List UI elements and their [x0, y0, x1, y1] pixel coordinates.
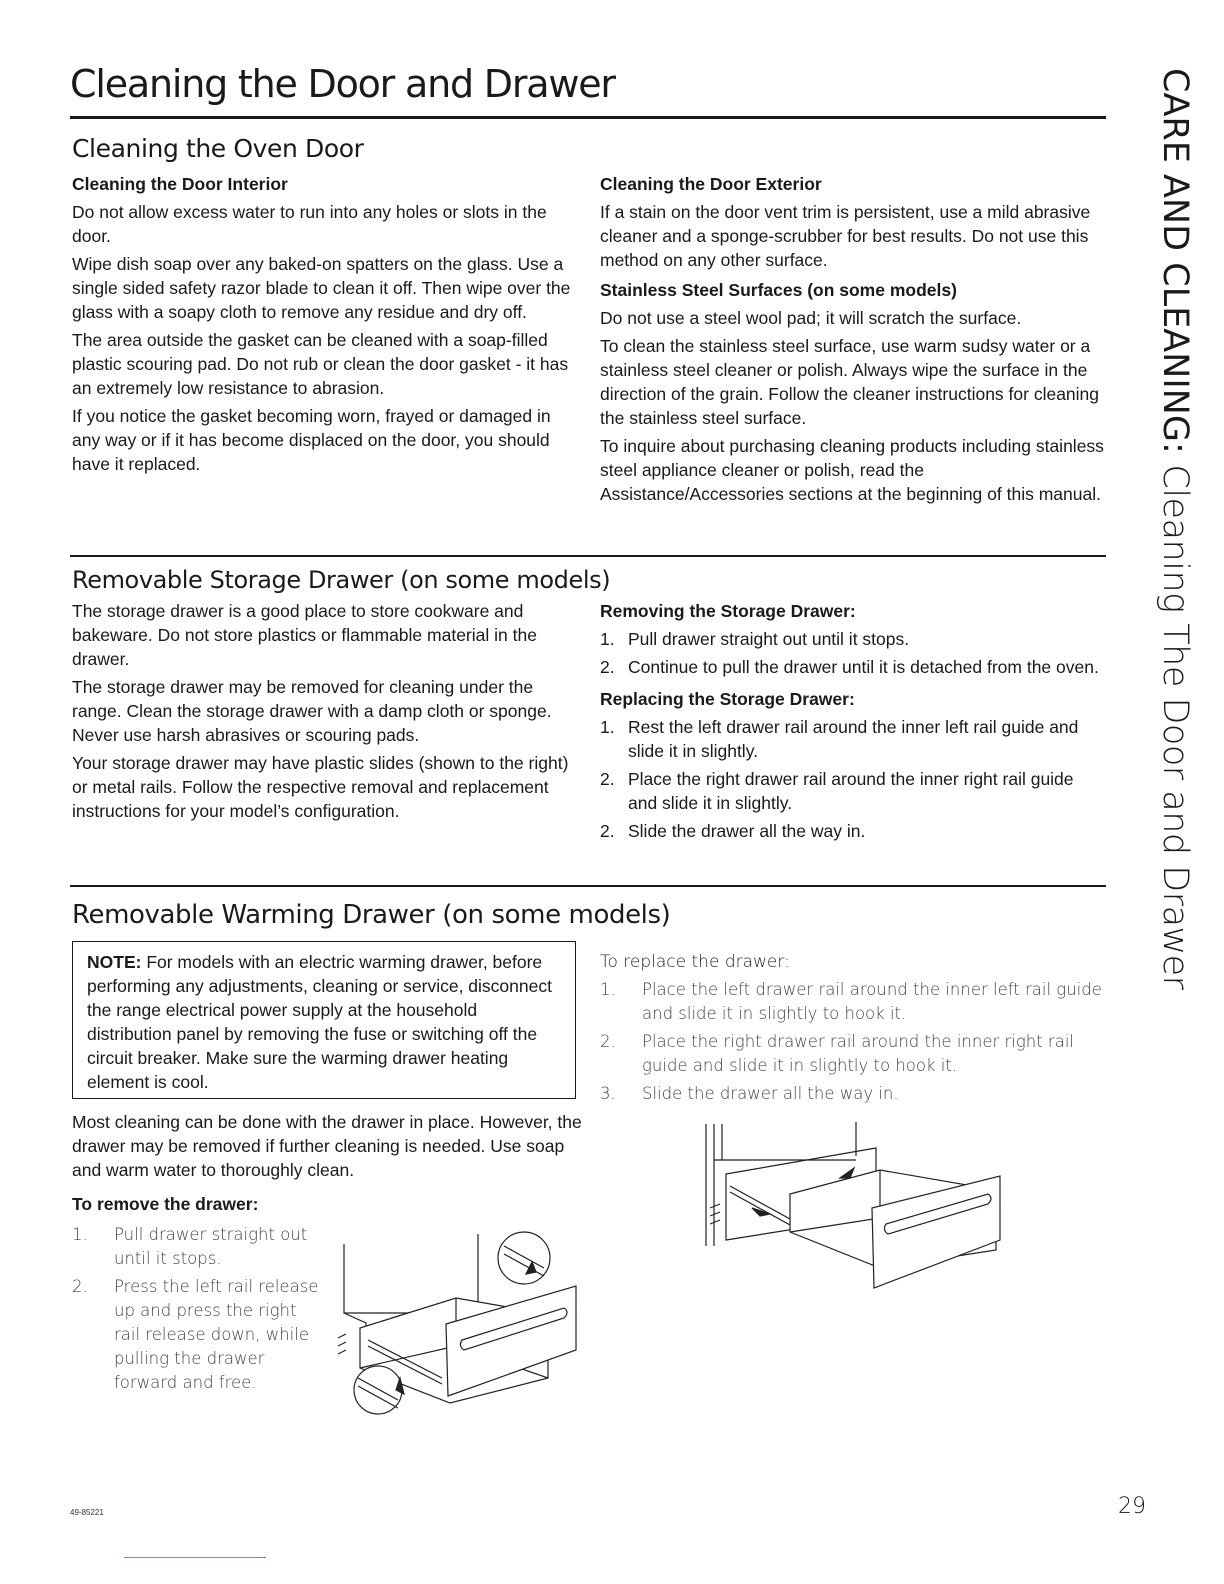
step-text: Pull drawer straight out until it stops. [628, 629, 910, 649]
step-text: Place the left drawer rail around the inner left rail guide and slide it in slightly to hook it. [642, 980, 1102, 1023]
step-text: Slide the drawer all the way in. [628, 821, 866, 841]
step-text: Press the left rail release up and press the right rail release down, while pulling the drawer forward and free. [114, 1277, 319, 1392]
remove-drawer-illustration [338, 1228, 584, 1420]
page-number: 29 [1118, 1494, 1146, 1519]
step-text: Slide the drawer all the way in. [642, 1084, 899, 1103]
page-title: Cleaning the Door and Drawer [70, 62, 615, 106]
rail-release-detail-top [498, 1232, 550, 1284]
step-number: 1. [72, 1225, 88, 1244]
replace-steps-column [600, 950, 1108, 1110]
list-item [600, 1082, 1108, 1106]
door-exterior-column [600, 172, 1106, 510]
list-item [72, 1223, 324, 1271]
list-item [600, 1030, 1108, 1078]
stainless-heading: Stainless Steel Surfaces (on some models) [600, 280, 957, 300]
warming-drawer-heading: Removable Warming Drawer (on some models) [72, 900, 671, 930]
arrow-right-icon [840, 1168, 854, 1178]
list-item [600, 978, 1108, 1026]
range-vent-marks [338, 1334, 346, 1354]
step-text: Place the right drawer rail around the inner right rail guide and slide it in slightly to hook it. [642, 1032, 1074, 1075]
door-interior-paragraph: Do not allow excess water to run into any holes or slots in the door. [72, 202, 547, 246]
title-divider [70, 116, 1106, 119]
section-divider [70, 555, 1106, 557]
step-number: 1. [600, 980, 616, 999]
section-divider [70, 885, 1106, 887]
list-item [600, 767, 1106, 815]
storage-steps-column [600, 599, 1106, 847]
replacing-heading: Replacing the Storage Drawer: [600, 689, 855, 709]
step-text: Place the right drawer rail around the inner right rail guide and slide it in slightly. [628, 769, 1074, 813]
remove-steps-column [72, 1223, 324, 1399]
note-box [72, 941, 576, 1099]
step-number: 2. [600, 1032, 616, 1051]
side-section-tab [1155, 68, 1195, 990]
document-number: 49-85221 [70, 1508, 104, 1517]
replace-drawer-heading: To replace the drawer: [600, 952, 790, 972]
step-number: 2. [600, 769, 615, 789]
storage-drawer-heading: Removable Storage Drawer (on some models) [72, 566, 611, 594]
warming-paragraph: Most cleaning can be done with the drawer in place. However, the drawer may be removed if further cleaning is needed. Use soap and warm water to thoroughly clean. [72, 1112, 582, 1180]
step-text: Continue to pull the drawer until it is detached from the oven. [628, 657, 1099, 677]
stainless-paragraph: Do not use a steel wool pad; it will scratch the surface. [600, 308, 1022, 328]
stainless-paragraph: To inquire about purchasing cleaning products including stainless steel appliance cleaner or polish, read the Assistance/Accessories sections at the beginning of this manual. [600, 436, 1104, 504]
warming-paragraph-column [72, 1110, 582, 1220]
replacing-steps [600, 715, 1106, 843]
oven-door-heading: Cleaning the Oven Door [72, 134, 364, 163]
door-exterior-paragraph: If a stain on the door vent trim is persistent, use a mild abrasive cleaner and a sponge-scrubber for best results. Do not use this method on any other surface. [600, 202, 1091, 270]
storage-paragraph: The storage drawer may be removed for cleaning under the range. Clean the storage drawer with a damp cloth or sponge. Never use harsh abrasives or scouring pads. [72, 677, 552, 745]
door-interior-column [72, 172, 582, 480]
stainless-paragraph: To clean the stainless steel surface, use warm sudsy water or a stainless steel cleaner or polish. Always wipe the surface in the direction of the grain. Follow the cleaner instructions for cleaning the stainless steel surface. [600, 336, 1100, 428]
remove-steps [72, 1223, 324, 1395]
step-number: 2. [600, 657, 615, 677]
note-label: NOTE: [87, 952, 142, 972]
removing-steps [600, 627, 1106, 679]
range-vent-marks [710, 1204, 720, 1224]
replace-steps [600, 978, 1108, 1106]
list-item [600, 715, 1106, 763]
step-number: 1. [600, 717, 615, 737]
storage-drawer-column [72, 599, 584, 827]
step-number: 3. [600, 1084, 616, 1103]
side-tab-rest: Cleaning The Door and Drawer [1155, 464, 1195, 990]
step-number: 1. [600, 629, 615, 649]
door-exterior-heading: Cleaning the Door Exterior [600, 174, 822, 194]
step-text: Rest the left drawer rail around the inner left rail guide and slide it in slightly. [628, 717, 1079, 761]
step-number: 2. [72, 1277, 88, 1296]
step-number: 2. [600, 821, 615, 841]
note-text: For models with an electric warming drawer, before performing any adjustments, cleaning or service, disconnect the range electrical power supply at the household distribution panel by removing the fuse or switching off the circuit breaker. Make sure the warming drawer heating element is cool. [87, 952, 552, 1092]
replace-drawer-illustration [700, 1120, 1006, 1294]
side-tab-caps: CARE AND CLEANING: [1155, 68, 1195, 454]
step-text: Pull drawer straight out until it stops. [114, 1225, 308, 1268]
storage-paragraph: The storage drawer is a good place to store cookware and bakeware. Do not store plastics or flammable material in the drawer. [72, 601, 537, 669]
footer-link-underline [124, 1557, 266, 1558]
storage-paragraph: Your storage drawer may have plastic slides (shown to the right) or metal rails. Follow the respective removal and replacement instructions for your model’s configuration. [72, 753, 569, 821]
door-interior-paragraph: Wipe dish soap over any baked-on spatters on the glass. Use a single sided safety razor blade to clean it off. Then wipe over the glass with a soapy cloth to remove any residue and dry off. [72, 254, 571, 322]
list-item [72, 1275, 324, 1395]
list-item [600, 655, 1106, 679]
door-interior-paragraph: The area outside the gasket can be cleaned with a soap-filled plastic scouring pad. Do not rub or clean the door gasket - it has an extremely low resistance to abrasion. [72, 330, 569, 398]
list-item [600, 627, 1106, 651]
door-interior-heading: Cleaning the Door Interior [72, 174, 288, 194]
list-item [600, 819, 1106, 843]
removing-heading: Removing the Storage Drawer: [600, 601, 856, 621]
door-interior-paragraph: If you notice the gasket becoming worn, frayed or damaged in any way or if it has become displaced on the door, you should have it replaced. [72, 406, 551, 474]
remove-drawer-heading: To remove the drawer: [72, 1194, 259, 1214]
